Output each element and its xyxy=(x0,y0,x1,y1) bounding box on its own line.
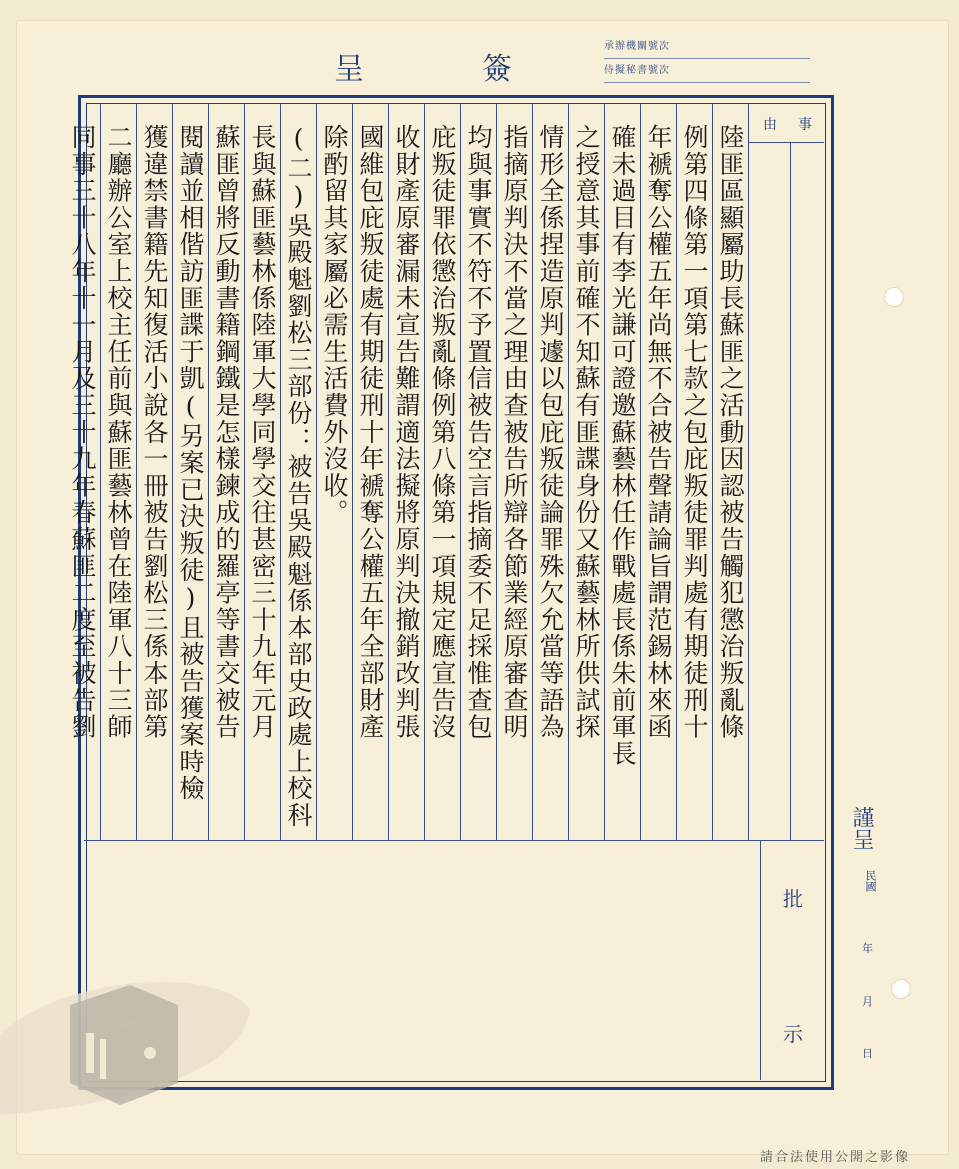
subject-area xyxy=(748,104,825,840)
header-title-char-1: 呈 xyxy=(334,52,364,87)
subject-label-char-2: 由 xyxy=(763,117,777,133)
body-column: 確未過目有李光謙可證邀蘇藝林任作戰處長係朱前軍長 xyxy=(604,104,640,840)
subject-label-char-1: 事 xyxy=(798,117,812,133)
routing-line-1: 次號關機辦承 xyxy=(604,36,810,59)
body-column: 蘇匪曾將反動書籍鋼鐵是怎樣鍊成的羅亭等書交被告 xyxy=(208,104,244,840)
body-column: 長與蘇匪藝林係陸軍大學同學交往甚密三十九年元月 xyxy=(244,104,280,840)
body-column: (二)吳殿魁劉松三部份：被告吳殿魁係本部史政處上校科 xyxy=(280,104,316,840)
body-column: 二廳辦公室上校主任前與蘇匪藝林曾在陸軍八十三師 xyxy=(100,104,136,840)
usage-notice: 請合法使用公開之影像 xyxy=(760,1150,911,1165)
header-title-char-2: 簽 xyxy=(482,52,512,87)
subject-label xyxy=(748,104,824,143)
date-year-label: 年 xyxy=(862,942,873,955)
date-month-label: 月 xyxy=(862,995,873,1008)
approval-label-char-2: 示 xyxy=(783,1022,803,1046)
punch-hole xyxy=(892,980,910,998)
body-column: 均與事實不符不予置信被告空言指摘委不足採惟查包 xyxy=(460,104,496,840)
body-column: 獲違禁書籍先知復活小說各一冊被告劉松三係本部第 xyxy=(136,104,172,840)
archive-watermark-icon xyxy=(0,965,260,1115)
date-day-label: 日 xyxy=(862,1047,873,1060)
body-column: 年褫奪公權五年尚無不合被告聲請論旨謂范錫林來函 xyxy=(640,104,676,840)
body-bottom-rule xyxy=(84,840,824,841)
routing-line-2: 次號書秘擬侍 xyxy=(604,60,810,83)
body-column: 國維包庇叛徒處有期徒刑十年褫奪公權五年全部財產 xyxy=(352,104,388,840)
punch-hole xyxy=(885,288,903,306)
body-column: 指摘原判決不當之理由查被告所辯各節業經原審查明 xyxy=(496,104,532,840)
submit-text: 謹呈 xyxy=(849,806,874,850)
body-column: 之授意其事前確不知蘇有匪諜身份又蘇藝林所供試探 xyxy=(568,104,604,840)
subject-divider xyxy=(790,142,791,840)
body-column: 同事三十八年十一月及三十九年春蘇匪二度至被告劉 xyxy=(68,124,97,741)
date-era-label: 民國 xyxy=(864,870,877,892)
body-column: 陸匪區顯屬助長蘇匪之活動因認被告觸犯懲治叛亂條 xyxy=(712,104,748,840)
body-column: 收財產原審漏未宣告難謂適法擬將原判決撤銷改判張 xyxy=(388,104,424,840)
body-column: 庇叛徒罪依懲治叛亂條例第八條第一項規定應宣告沒 xyxy=(424,104,460,840)
body-column: 例第四條第一項第七款之包庇叛徒罪判處有期徒刑十 xyxy=(676,104,712,840)
body-column: 閱讀並相偕訪匪諜于凱(另案已決叛徒)且被告獲案時檢 xyxy=(172,104,208,840)
body-column: 情形全係捏造原判遽以包庇叛徒論罪殊欠允當等語為 xyxy=(532,104,568,840)
approval-label-char-1: 批 xyxy=(783,887,803,911)
body-column: 除酌留其家屬必需生活費外沒收。 xyxy=(316,104,352,840)
